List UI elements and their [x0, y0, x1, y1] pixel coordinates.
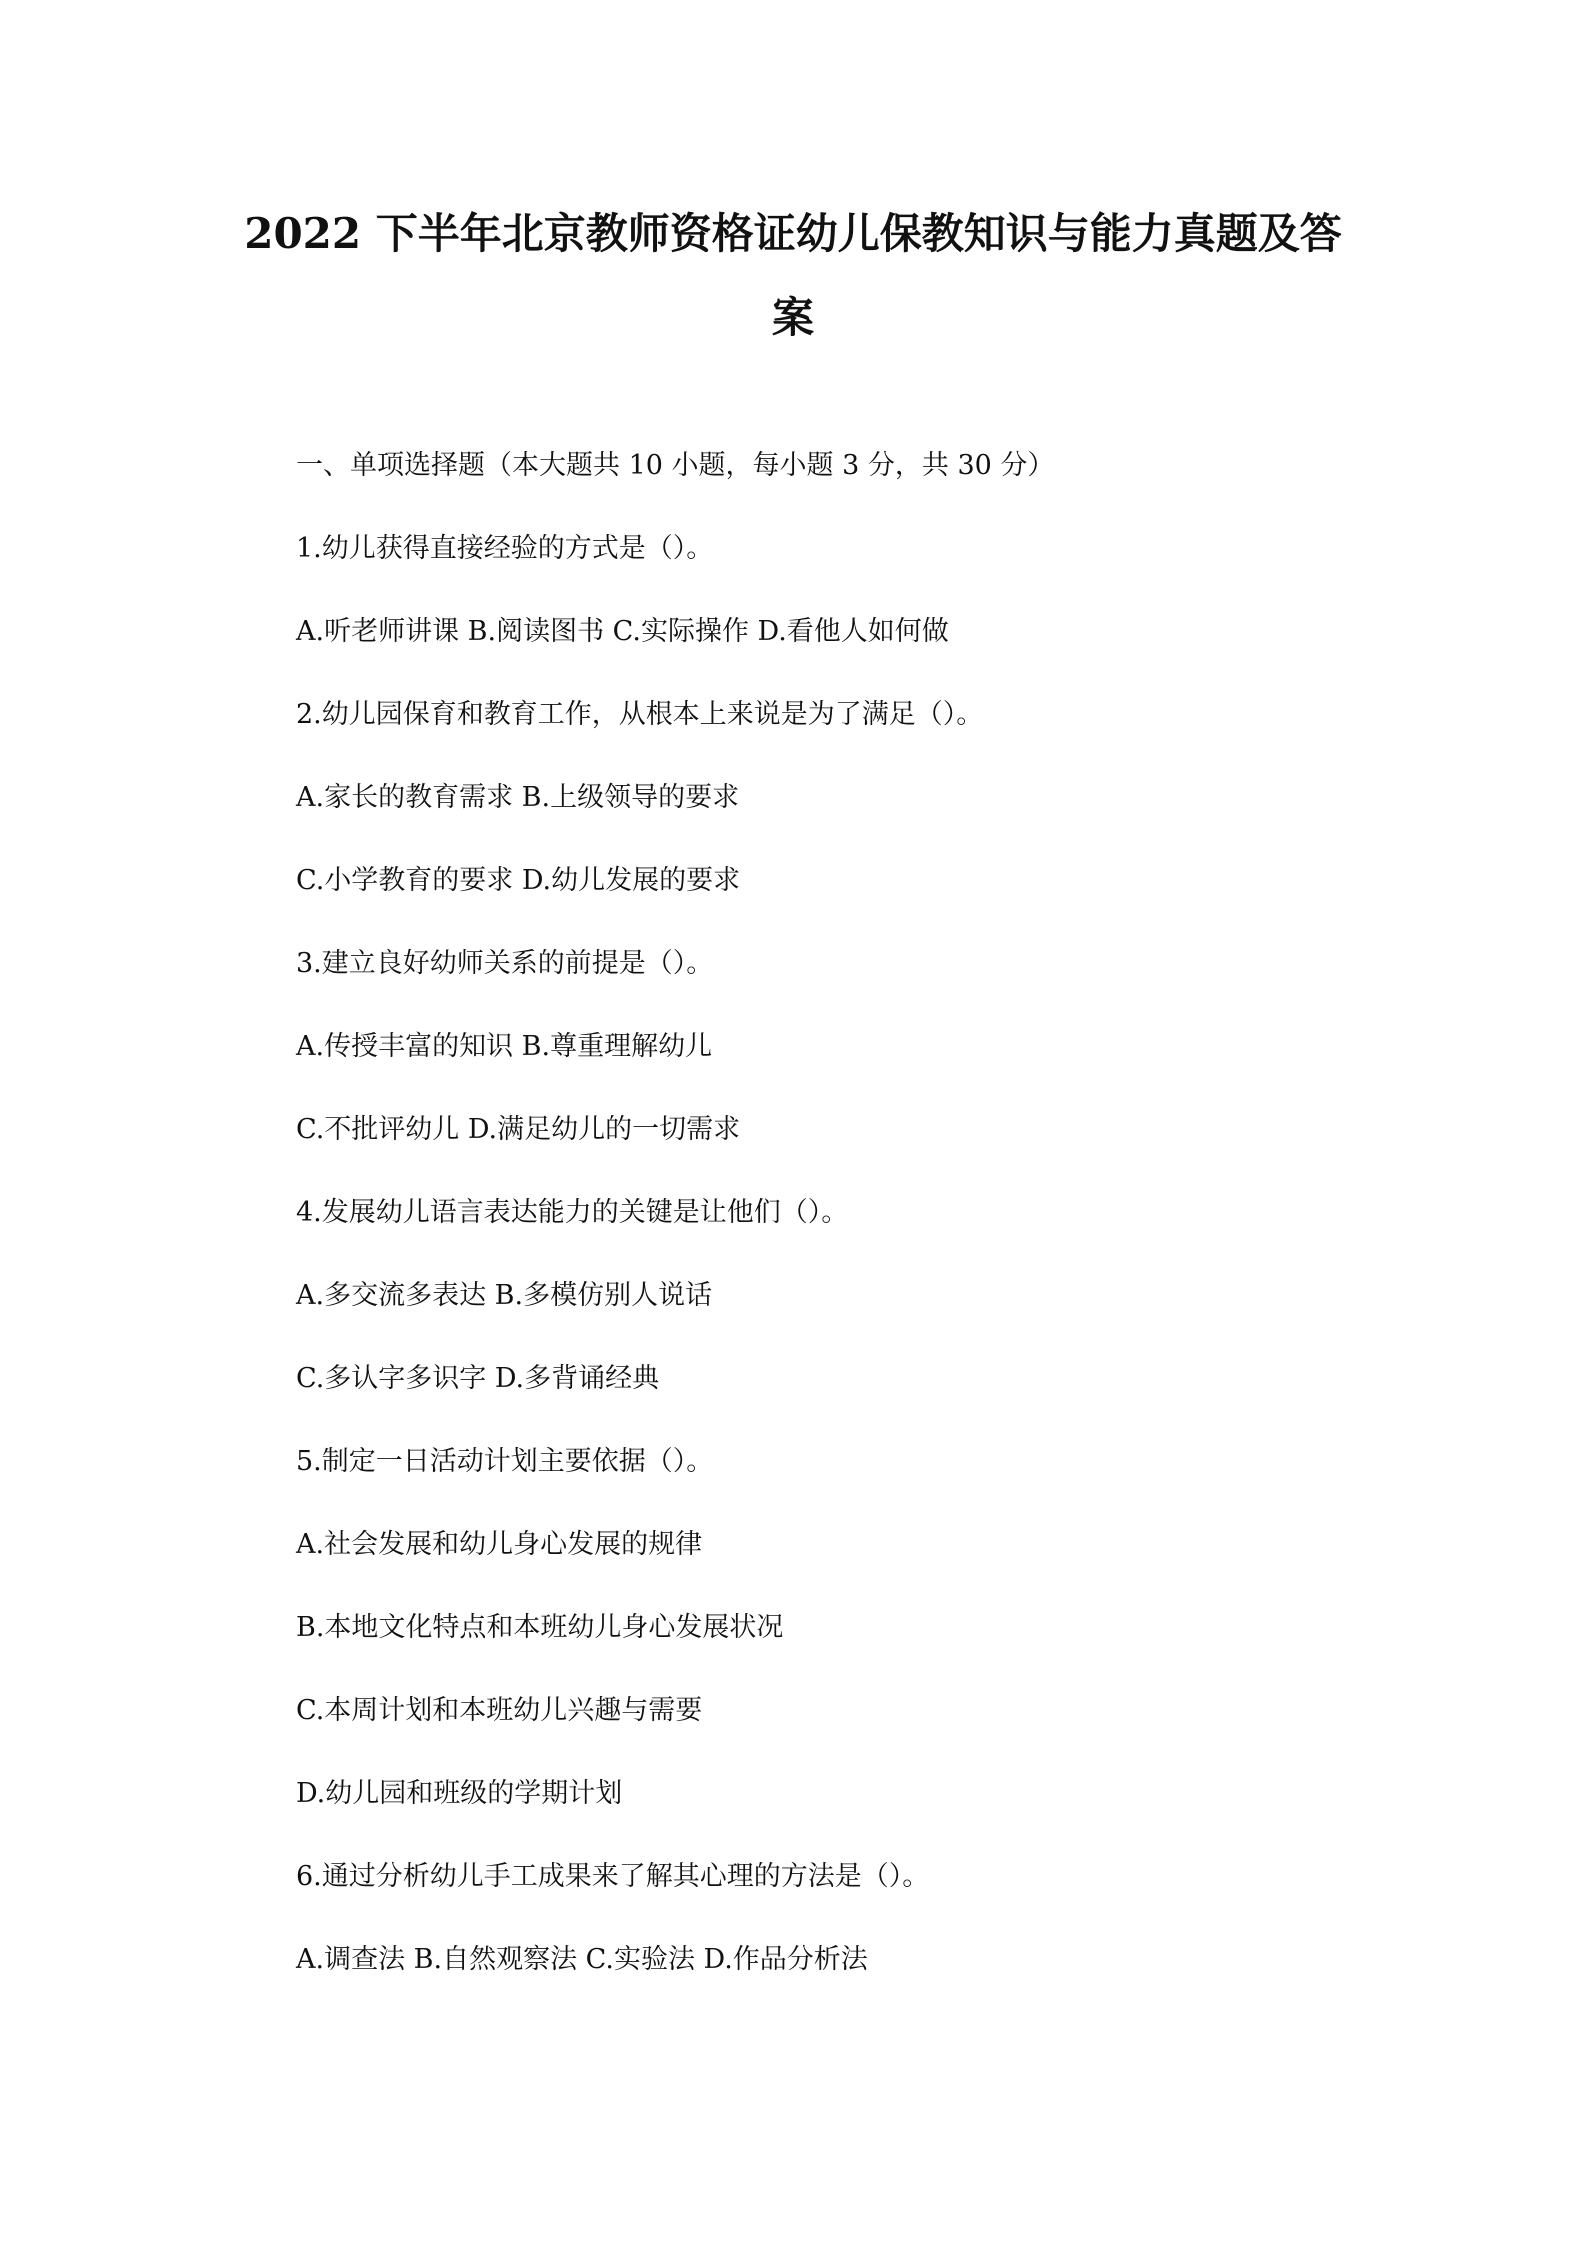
- question-4-options-cd: C.多认字多识字 D.多背诵经典: [296, 1363, 660, 1394]
- question-5-option-a: A.社会发展和幼儿身心发展的规律: [296, 1529, 703, 1560]
- document-title-line-1: 2022 下半年北京教师资格证幼儿保教知识与能力真题及答: [244, 209, 1342, 258]
- question-5-option-b: B.本地文化特点和本班幼儿身心发展状况: [296, 1612, 784, 1643]
- question-5-option-c: C.本周计划和本班幼儿兴趣与需要: [296, 1695, 703, 1726]
- question-3-options-cd: C.不批评幼儿 D.满足幼儿的一切需求: [296, 1114, 741, 1145]
- question-1-options: A.听老师讲课 B.阅读图书 C.实际操作 D.看他人如何做: [296, 616, 949, 647]
- document-title-line-2: 案: [771, 293, 814, 342]
- question-3: 3.建立良好幼师关系的前提是（）。: [296, 948, 714, 979]
- question-2-options-cd: C.小学教育的要求 D.幼儿发展的要求: [296, 865, 741, 896]
- question-3-options-ab: A.传授丰富的知识 B.尊重理解幼儿: [296, 1031, 713, 1062]
- question-4: 4.发展幼儿语言表达能力的关键是让他们（）。: [296, 1197, 849, 1228]
- question-6: 6.通过分析幼儿手工成果来了解其心理的方法是（）。: [296, 1861, 930, 1892]
- section-heading: 一、单项选择题（本大题共 10 小题，每小题 3 分，共 30 分）: [296, 450, 1055, 481]
- question-5: 5.制定一日活动计划主要依据（）。: [296, 1446, 714, 1477]
- question-4-options-ab: A.多交流多表达 B.多模仿别人说话: [296, 1280, 713, 1311]
- question-2-options-ab: A.家长的教育需求 B.上级领导的要求: [296, 782, 740, 813]
- question-2: 2.幼儿园保育和教育工作，从根本上来说是为了满足（）。: [296, 699, 984, 730]
- question-1: 1.幼儿获得直接经验的方式是（）。: [296, 533, 714, 564]
- question-5-option-d: D.幼儿园和班级的学期计划: [296, 1778, 623, 1809]
- question-6-options: A.调查法 B.自然观察法 C.实验法 D.作品分析法: [296, 1944, 868, 1975]
